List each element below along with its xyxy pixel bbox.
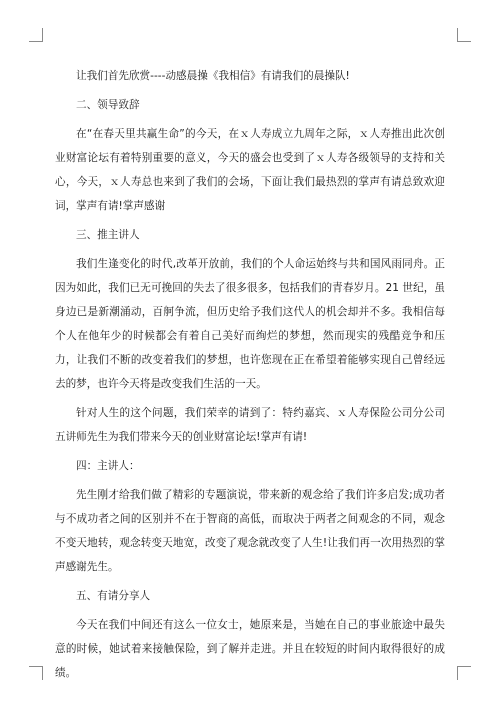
section-heading-leader-speech: 二、领导致辞: [76, 99, 140, 111]
crop-mark-bottom-right: [457, 666, 471, 680]
paragraph-share: 今天在我们中间还有这么一位女士，她原来是，当她在自己的事业旅途中最失意的时候，她试着来接触保险，到了解并走进。并且在较短的时间内取得很好的成绩。: [55, 619, 445, 679]
paragraph-era-change: 我们生逢变化的时代,改革开放前，我们的个人命运始终与共和国风雨同舟。正因为如此，我们已无可挽回的失去了很多很多，包括我们的青春岁月。21 世纪，虽身边已是新潮涌动，百舸争流，但历史给予我们这代人的机会却并不多。我相信每个人在他年少的时候都会有着自己美好而绚烂的梦想，然而现实的残酷竞争和压力，让我们不断的改变着我们的梦想，也许您现在正在希望着能够实现自己曾经远去的梦，也许今天将是改变我们生活的一天。: [55, 258, 445, 390]
paragraph-thanks-speaker: 先生刚才给我们做了精彩的专题演说，带来新的观念给了我们许多启发;成功者与不成功者之间的区别并不在于智商的高低，而取决于两者之间观念的不同，观念不变天地转，观念转变天地宽，改变了观念就改变了人生!让我们再一次用热烈的掌声感谢先生。: [55, 489, 445, 573]
section-heading-introduce-speaker: 三、推主讲人: [76, 229, 140, 241]
section-heading-share: 五、有请分享人: [76, 590, 151, 602]
document-body: [55, 64, 445, 690]
paragraph-invite-speaker: 针对人生的这个问题，我们荣幸的请到了：特约嘉宾、ｘ人寿保险公司分公司五讲师先生为我们带来今天的创业财富论坛!掌声有请!: [55, 407, 445, 443]
crop-mark-bottom-left: [29, 666, 43, 680]
crop-mark-top-right: [457, 28, 471, 42]
crop-mark-top-left: [29, 28, 43, 42]
paragraph-leader-speech: 在“在春天里共赢生命”的今天，在ｘ人寿成立九周年之际，ｘ人寿推出此次创业财富论坛有着特别重要的意义，今天的盛会也受到了ｘ人寿各级领导的支持和关心，今天，ｘ人寿总也来到了我们的会场，下面让我们最热烈的掌声有请总致欢迎词，掌声有请!掌声感谢: [55, 128, 445, 212]
section-heading-main-speaker: 四：主讲人：: [76, 460, 140, 472]
intro-paragraph: 让我们首先欣赏----动感晨操《我相信》有请我们的晨操队!: [76, 70, 350, 82]
